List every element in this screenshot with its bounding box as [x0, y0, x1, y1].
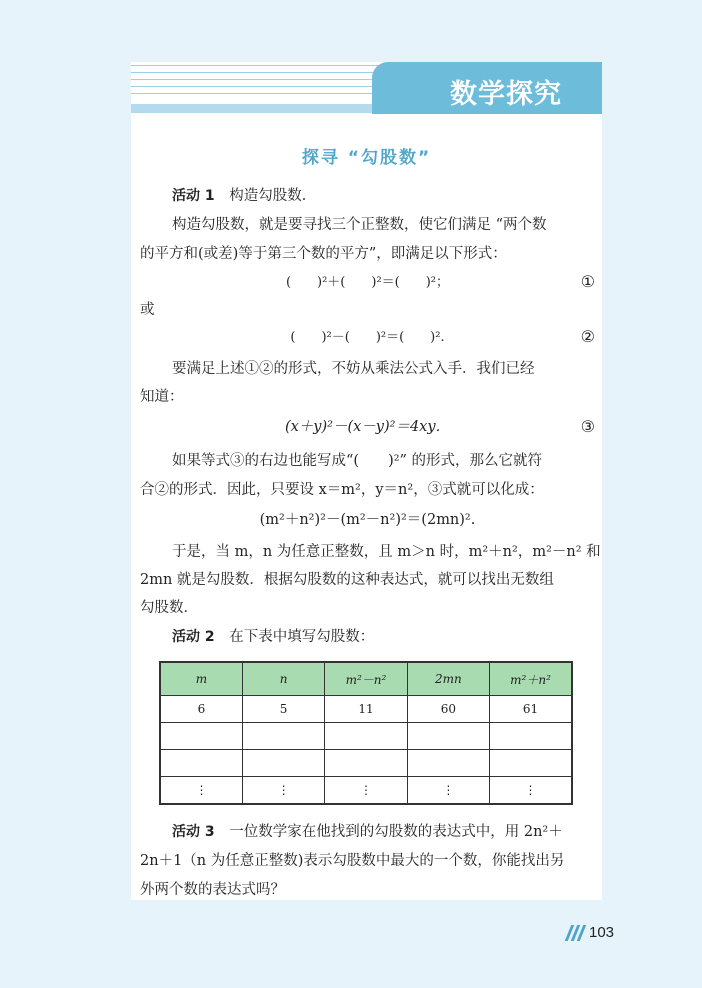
activity2-heading-line — [140, 627, 627, 647]
paragraph-line: 如果等式③的右边也能写成“( )²” 的形式，那么它就符 — [172, 453, 543, 469]
table-row — [160, 777, 572, 805]
slash-decoration-icon — [568, 925, 583, 941]
activity2-heading-text: 在下表中填写勾股数： — [229, 629, 375, 645]
formula-3: (x＋y)²－(x－y)²＝4xy． — [284, 419, 451, 435]
table-cell: ⋮ — [407, 777, 489, 805]
activity1-heading: 活动 1 — [172, 188, 215, 204]
formula-1: ( )²＋( )²＝( )²； — [285, 275, 450, 290]
table-cell: ⋮ — [325, 777, 407, 805]
banner-title: 数学探究 — [450, 79, 562, 110]
table-cell: 5 — [242, 696, 324, 723]
pythagorean-table — [159, 661, 573, 805]
paragraph-line: 合②的形式．因此，只要设 x＝m²，y＝n²，③式就可以化成： — [140, 482, 544, 498]
table-row — [160, 723, 572, 750]
paragraph-line: 于是，当 m，n 为任意正整数，且 m＞n 时，m²＋n²，m²－n² 和 — [172, 544, 601, 560]
paragraph-line: 勾股数． — [140, 600, 198, 616]
table-header-cell: n — [242, 662, 324, 696]
table-cell[interactable] — [407, 723, 489, 750]
table-cell: ⋮ — [242, 777, 324, 805]
table-cell[interactable] — [325, 723, 407, 750]
table-cell: 6 — [160, 696, 242, 723]
paragraph-line: 知道： — [140, 389, 184, 405]
equation-number-1: ① — [580, 272, 595, 291]
table-cell: 60 — [407, 696, 489, 723]
formula-4: (m²＋n²)²－(m²－n²)²＝(2mn)². — [259, 512, 476, 528]
section-banner — [372, 62, 602, 114]
paragraph-line: 外两个数的表达式吗？ — [140, 882, 285, 898]
equation-number-2: ② — [580, 327, 595, 346]
paragraph-line: 2mn 就是勾股数．根据勾股数的这种表达式，就可以找出无数组 — [140, 572, 554, 588]
formula-line — [140, 272, 595, 293]
formula-line — [140, 510, 595, 530]
formula-line — [140, 417, 595, 437]
page-title: 探寻 “勾股数” — [301, 148, 432, 168]
paragraph-line: 构造勾股数，就是要寻找三个正整数，使它们满足 “两个数 — [172, 217, 547, 233]
table-cell[interactable] — [490, 750, 572, 777]
table-cell: 61 — [490, 696, 572, 723]
table-header-cell: m²＋n² — [490, 662, 572, 696]
table-cell[interactable] — [160, 750, 242, 777]
table-header-cell: m²－n² — [325, 662, 407, 696]
table-header-cell: m — [160, 662, 242, 696]
table-cell[interactable] — [242, 723, 324, 750]
paragraph-line: 的平方和(或差)等于第三个数的平方”，即满足以下形式： — [140, 246, 507, 262]
header-stripes — [131, 62, 381, 114]
paragraph-line: 要满足上述①②的形式，不妨从乘法公式入手．我们已经 — [172, 361, 535, 377]
activity3-heading: 活动 3 — [172, 824, 215, 840]
table-cell[interactable] — [325, 750, 407, 777]
activity1-heading-text: 构造勾股数． — [229, 188, 317, 204]
activity1-heading-line — [140, 186, 627, 206]
table-cell[interactable] — [407, 750, 489, 777]
formula-2: ( )²－( )²＝( )². — [290, 330, 445, 345]
table-cell: ⋮ — [490, 777, 572, 805]
equation-number-3: ③ — [580, 417, 595, 436]
page-number: 103 — [589, 924, 615, 941]
table-cell[interactable] — [160, 723, 242, 750]
table-row — [160, 750, 572, 777]
table-cell: 11 — [325, 696, 407, 723]
activity3-heading-line — [140, 822, 627, 842]
table-header-row — [160, 662, 572, 696]
activity2-heading: 活动 2 — [172, 629, 215, 645]
page-number-block — [568, 924, 614, 941]
table-row — [160, 696, 572, 723]
table-cell: ⋮ — [160, 777, 242, 805]
table-cell[interactable] — [490, 723, 572, 750]
table-header-cell: 2mn — [407, 662, 489, 696]
paragraph-line: 2n＋1（n 为任意正整数)表示勾股数中最大的一个数，你能找出另 — [140, 853, 565, 869]
table-cell[interactable] — [242, 750, 324, 777]
or-text: 或 — [140, 302, 155, 318]
activity3-line1-text: 一位数学家在他找到的勾股数的表达式中，用 2n²＋ — [229, 824, 563, 840]
formula-line — [140, 327, 595, 348]
